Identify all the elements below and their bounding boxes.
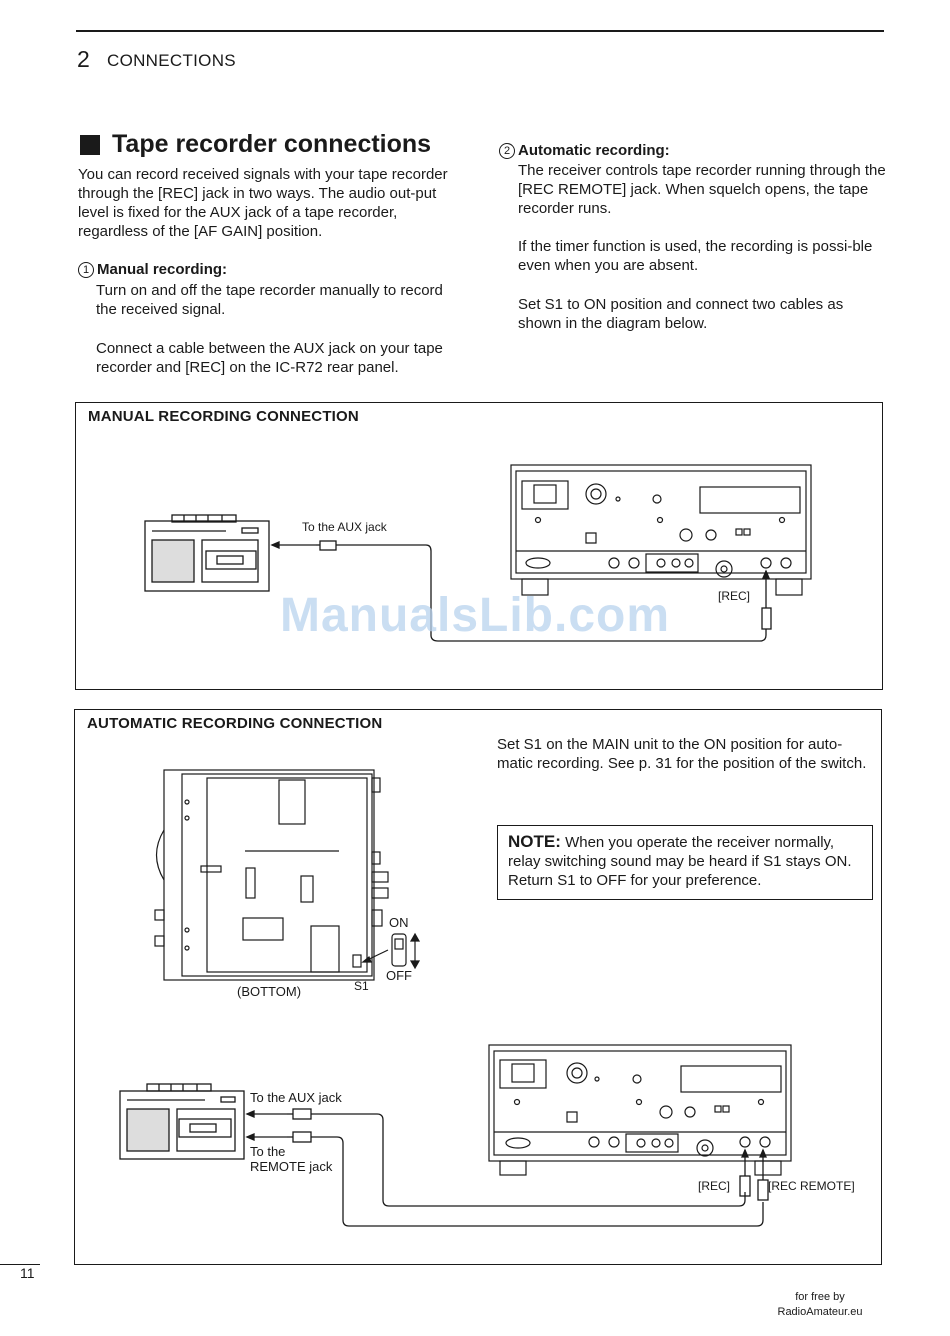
automatic-diagram-title: AUTOMATIC RECORDING CONNECTION <box>87 715 383 732</box>
aux-jack-label: To the AUX jack <box>250 1090 342 1105</box>
manual-connection-diagram <box>76 403 882 689</box>
note-label: NOTE: <box>508 832 561 851</box>
aux-jack-label: To the AUX jack <box>302 520 387 534</box>
manual-diagram-title: MANUAL RECORDING CONNECTION <box>88 408 359 425</box>
intro-paragraph: You can record received signals with your tape recorder through the [REC] jack in two ways. The audio out-put level is fixed for the AUX jack of a tape recorder, regardless of the [AF GAIN] position. <box>78 166 448 240</box>
automatic-heading-text: Automatic recording: <box>518 142 670 159</box>
chapter-number: 2 <box>77 46 90 72</box>
rec-jack-label: [REC] <box>698 1179 731 1193</box>
off-label: OFF <box>386 968 412 983</box>
automatic-connection-diagram <box>75 710 881 1264</box>
manual-text-2: Connect a cable between the AUX jack on your tape recorder and [REC] on the IC-R72 rear panel. <box>96 340 443 376</box>
section-title-text: Tape recorder connections <box>112 130 432 158</box>
aux-cable <box>247 1109 745 1206</box>
bottom-label: (BOTTOM) <box>237 984 302 999</box>
section-title <box>80 130 431 159</box>
tape-recorder-icon <box>145 515 269 591</box>
rec-plug <box>740 1150 750 1196</box>
watermark: ManualsLib.com <box>279 589 671 642</box>
automatic-diagram-box <box>74 709 882 1265</box>
receiver-bottom-view-icon <box>155 770 388 980</box>
remote-cable <box>247 1132 763 1226</box>
automatic-text-1: The receiver controls tape recorder running through the [REC REMOTE] jack. When squelch opens, the tape recorder runs. <box>518 162 886 217</box>
s1-label: S1 <box>354 979 369 993</box>
manual-diagram-box <box>75 402 883 690</box>
circled-number: 2 <box>499 143 515 159</box>
manual-text-1: Turn on and off the tape recorder manually to record the received signal. <box>96 282 443 318</box>
footer-line-2: RadioAmateur.eu <box>777 1306 863 1318</box>
header-rule <box>76 30 884 32</box>
square-bullet-icon <box>80 135 100 155</box>
footer-credit <box>770 1290 870 1320</box>
automatic-diagram-description: Set S1 on the MAIN unit to the ON position for auto-matic recording. See p. 31 for the position of the switch. <box>497 736 867 772</box>
rec-remote-jack-label: [REC REMOTE] <box>768 1179 855 1193</box>
chapter-title: CONNECTIONS <box>107 51 236 70</box>
s1-switch-icon <box>363 934 419 968</box>
manual-recording-heading <box>78 261 227 278</box>
circled-number: 1 <box>78 262 94 278</box>
remote-jack-label-line1: To the <box>250 1144 286 1159</box>
automatic-text-3: Set S1 to ON position and connect two cables as shown in the diagram below. <box>518 296 844 332</box>
remote-jack-label-line2: REMOTE jack <box>250 1159 333 1174</box>
on-label: ON <box>389 915 409 930</box>
tape-recorder-icon <box>120 1084 244 1159</box>
footer-line-1: for free by <box>795 1291 845 1303</box>
note-text: When you operate the receiver normally, relay switching sound may be heard if S1 stays ON. Return S1 to OFF for your preference. <box>508 834 852 889</box>
page-number: 11 <box>20 1265 35 1281</box>
rec-jack-label: [REC] <box>718 589 751 603</box>
automatic-text-2: If the timer function is used, the recording is possi-ble even when you are absent. <box>518 238 873 274</box>
manual-heading-text: Manual recording: <box>97 261 228 278</box>
automatic-recording-heading <box>499 142 670 159</box>
